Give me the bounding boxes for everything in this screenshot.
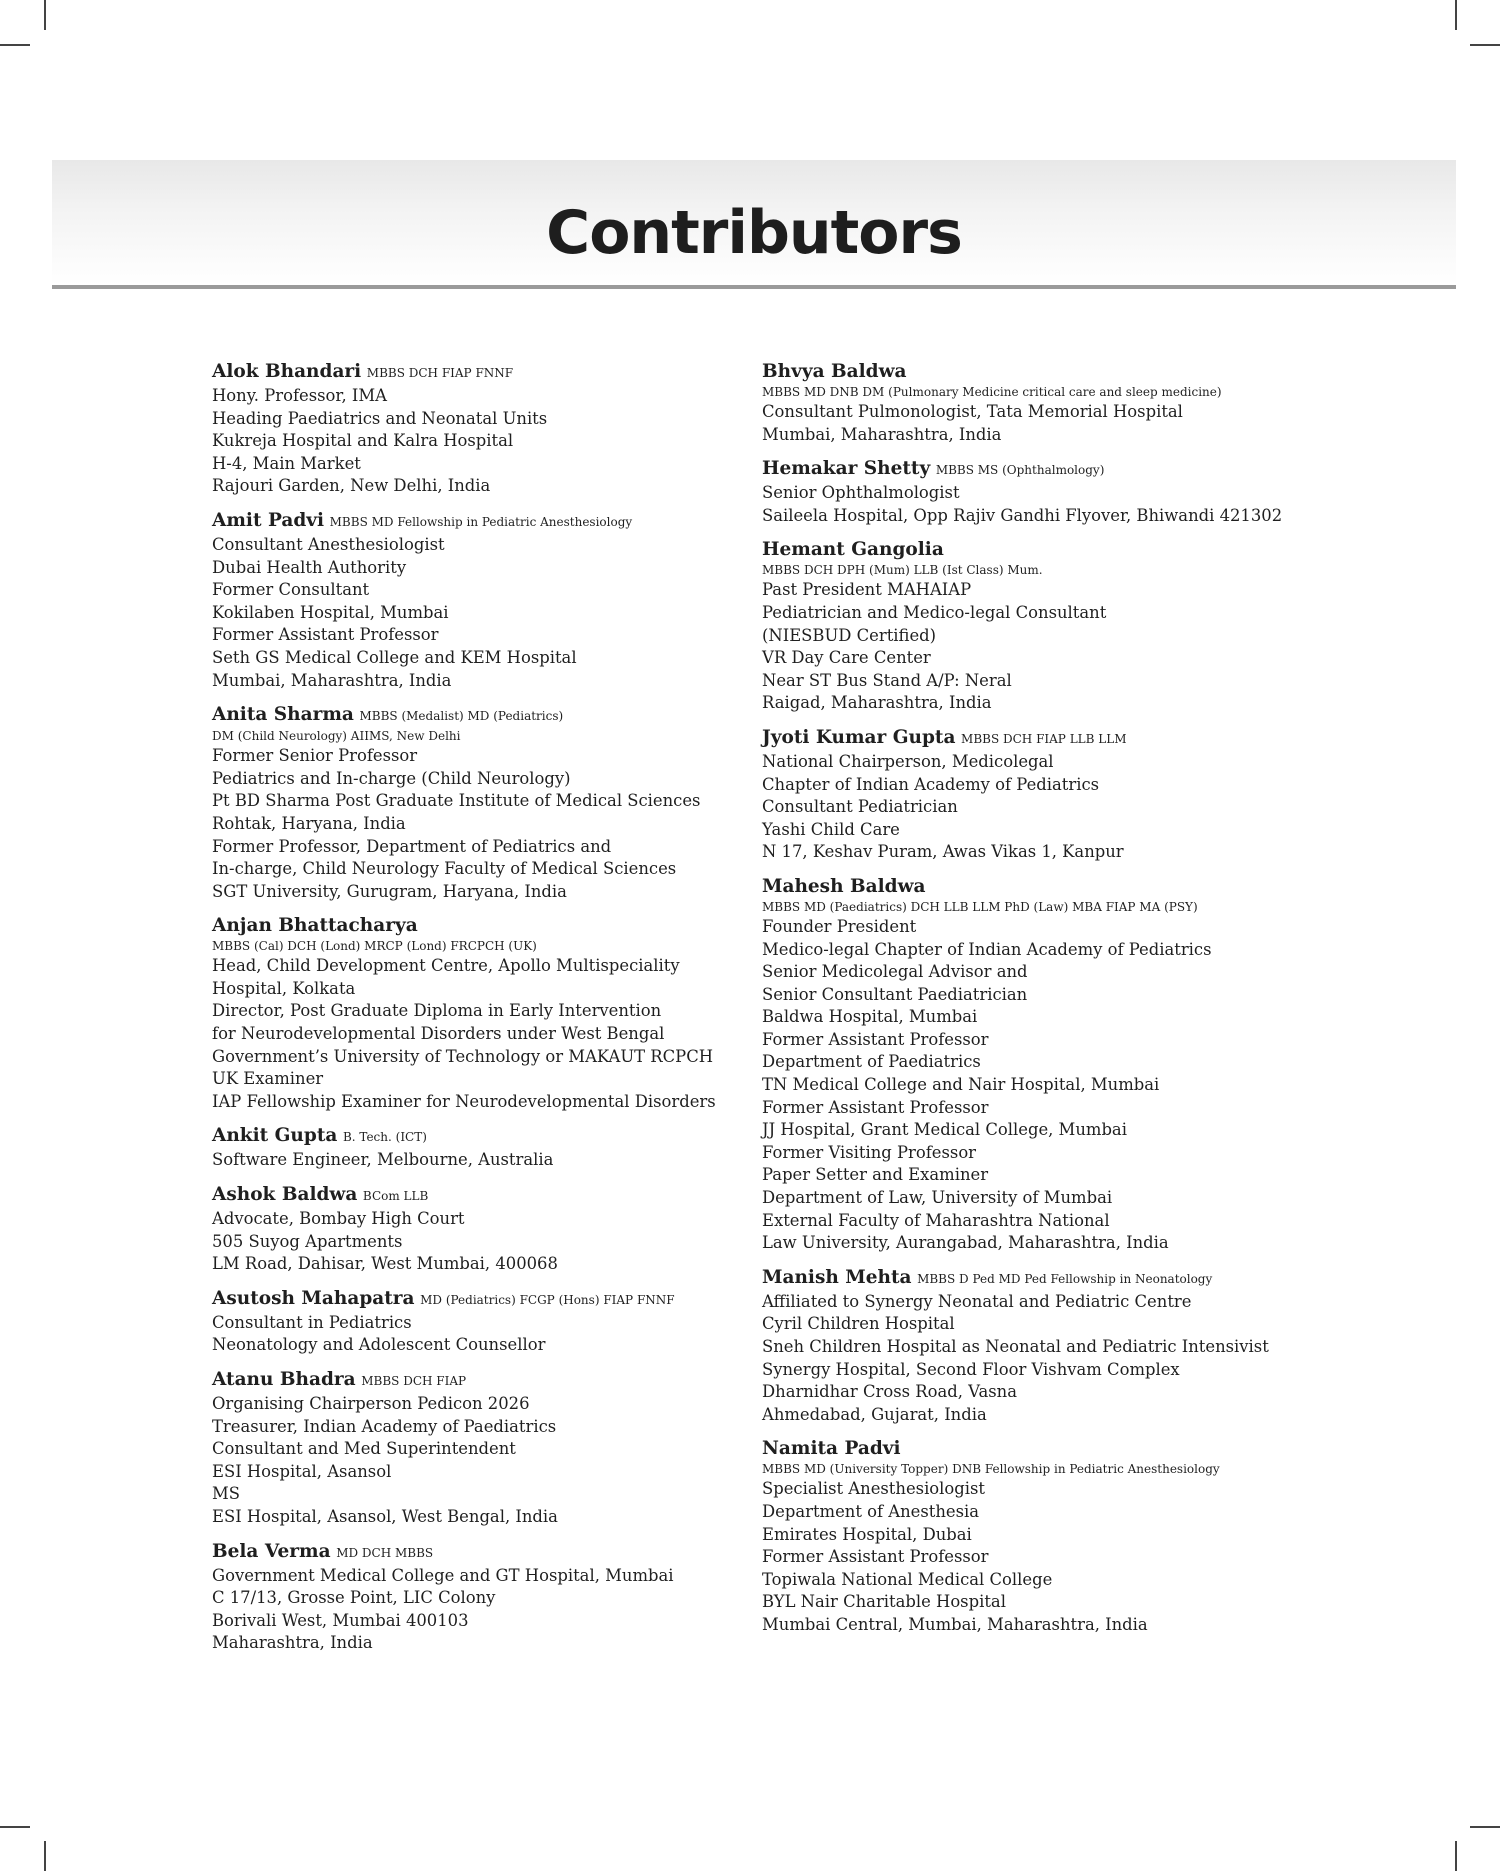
contributor-detail-line: Consultant Pulmonologist, Tata Memorial Hospital: [762, 402, 1183, 421]
contributor-entry: [762, 726, 1312, 864]
contributor-detail-line: Specialist Anesthesiologist: [762, 1479, 986, 1499]
contributor-detail-line: ESI Hospital, Asansol, West Bengal, India: [212, 1506, 558, 1526]
contributor-detail-line: TN Medical College and Nair Hospital, Mumbai: [762, 1075, 1160, 1095]
contributor-qualifications: MBBS MD DNB DM (Pulmonary Medicine critical care and sleep medicine): [762, 385, 1222, 399]
contributor-detail-line: Raigad, Maharashtra, India: [762, 693, 992, 713]
contributor-detail-line: C 17/13, Grosse Point, LIC Colony: [212, 1588, 496, 1608]
contributor-detail-line: Consultant and Med Superintendent: [212, 1439, 516, 1459]
contributor-detail-line: Senior Medicolegal Advisor and: [762, 962, 1028, 982]
contributor-name: Bhvya Baldwa: [762, 361, 907, 382]
contributor-entry: [762, 1266, 1312, 1427]
contributor-qualifications: MBBS MD (University Topper) DNB Fellowship in Pediatric Anesthesiology: [762, 1462, 1220, 1477]
contributor-qualifications: MBBS DCH FIAP: [361, 1374, 467, 1388]
contributor-entry: [212, 509, 732, 692]
contributor-detail-line: Dharnidhar Cross Road, Vasna: [762, 1382, 1017, 1402]
contributor-qualifications: MD (Pediatrics) FCGP (Hons) FIAP FNNF: [420, 1292, 675, 1307]
contributor-detail-line: LM Road, Dahisar, West Mumbai, 400068: [212, 1254, 558, 1274]
contributor-name: Bela Verma: [212, 1540, 331, 1562]
contributor-name: Asutosh Mahapatra: [212, 1287, 415, 1309]
contributor-detail-line: Former Assistant Professor: [762, 1029, 989, 1049]
contributor-detail-line: Consultant in Pediatrics: [212, 1312, 412, 1332]
contributor-detail-line: Head, Child Development Centre, Apollo Multispeciality: [212, 956, 680, 976]
crop-mark-bottom-left: [44, 1841, 46, 1871]
contributor-detail-line: JJ Hospital, Grant Medical College, Mumbai: [762, 1120, 1127, 1140]
contributor-detail-line: Pt BD Sharma Post Graduate Institute of Medical Sciences: [212, 791, 701, 811]
contributor-entry: [762, 1437, 1312, 1636]
contributor-detail-line: Mumbai, Maharashtra, India: [212, 670, 452, 690]
contributor-detail-line: Former Professor, Department of Pediatrics and: [212, 836, 612, 856]
contributor-detail-line: Former Assistant Professor: [762, 1547, 989, 1567]
contributor-detail-line: 505 Suyog Apartments: [212, 1231, 403, 1251]
page-title: Contributors: [546, 198, 962, 268]
contributor-detail-line: Near ST Bus Stand A/P: Neral: [762, 670, 1012, 690]
contributor-detail-line: Baldwa Hospital, Mumbai: [762, 1007, 978, 1027]
contributor-name: Alok Bhandari: [212, 361, 362, 382]
contributor-detail-line: SGT University, Gurugram, Haryana, India: [212, 881, 567, 901]
contributor-detail-line: Former Assistant Professor: [762, 1097, 989, 1117]
contributors-right-column: [762, 360, 1312, 1648]
contributor-detail-line: UK Examiner: [212, 1069, 324, 1089]
contributor-detail-line: Pediatrics and In-charge (Child Neurology): [212, 768, 571, 788]
contributor-name-line: [762, 360, 1312, 384]
contributor-detail-line: N 17, Keshav Puram, Awas Vikas 1, Kanpur: [762, 842, 1124, 862]
contributor-detail-line: H-4, Main Market: [212, 453, 361, 473]
contributor-detail-line: Maharashtra, India: [212, 1633, 373, 1653]
contributor-entry: [212, 1183, 732, 1276]
contributor-name-line: [212, 360, 732, 385]
contributor-name: Anjan Bhattacharya: [212, 915, 418, 937]
contributor-name-line: [212, 509, 732, 534]
contributor-detail-line: Former Consultant: [212, 580, 370, 600]
contributor-detail-line: MS: [212, 1484, 241, 1504]
contributor-detail-line: Consultant Anesthesiologist: [212, 534, 445, 554]
contributor-name: Mahesh Baldwa: [762, 875, 926, 897]
contributor-qualifications: DM (Child Neurology) AIIMS, New Delhi: [212, 729, 461, 744]
contributor-detail-line: Paper Setter and Examiner: [762, 1165, 989, 1185]
contributor-qualifications: MBBS DCH DPH (Mum) LLB (Ist Class) Mum.: [762, 563, 1043, 578]
contributor-detail-line: Borivali West, Mumbai 400103: [212, 1610, 469, 1630]
contributor-entry: [762, 360, 1312, 446]
contributor-detail-line: Cyril Children Hospital: [762, 1314, 955, 1334]
contributor-detail-line: Kokilaben Hospital, Mumbai: [212, 602, 449, 622]
contributor-detail-line: Ahmedabad, Gujarat, India: [762, 1404, 987, 1424]
contributor-detail-line: Former Visiting Professor: [762, 1142, 977, 1162]
contributor-entry: [762, 457, 1312, 527]
contributor-detail-line: Topiwala National Medical College: [762, 1569, 1053, 1589]
contributor-entry: [762, 538, 1312, 715]
contributor-entry: [212, 703, 732, 903]
contributor-name-line: [762, 726, 1312, 751]
contributor-detail-line: for Neurodevelopmental Disorders under West Bengal: [212, 1024, 665, 1044]
contributor-name-line: [212, 1540, 732, 1565]
contributor-name-line: [212, 1287, 732, 1312]
contributor-qualifications: MBBS MD (Paediatrics) DCH LLB LLM PhD (Law) MBA FIAP MA (PSY): [762, 899, 1198, 914]
contributor-detail-line: Law University, Aurangabad, Maharashtra, India: [762, 1233, 1169, 1253]
contributor-qualifications: MBBS (Medalist) MD (Pediatrics): [359, 709, 564, 724]
contributor-name-line: [212, 914, 732, 938]
contributor-detail-line: Organising Chairperson Pedicon 2026: [212, 1394, 530, 1413]
contributor-name: Atanu Bhadra: [212, 1369, 356, 1390]
contributor-detail-line: Seth GS Medical College and KEM Hospital: [212, 647, 577, 667]
title-rule: [52, 285, 1456, 289]
contributor-name: Manish Mehta: [762, 1266, 912, 1288]
contributor-detail-line: Advocate, Bombay High Court: [212, 1209, 465, 1229]
contributor-detail-line: Pediatrician and Medico-legal Consultant: [762, 602, 1107, 622]
contributor-detail-line: Department of Law, University of Mumbai: [762, 1188, 1113, 1208]
contributor-detail-line: Dubai Health Authority: [212, 557, 407, 577]
contributor-entry: [212, 914, 732, 1113]
contributor-name: Ankit Gupta: [212, 1125, 338, 1147]
contributor-detail-line: BYL Nair Charitable Hospital: [762, 1592, 1006, 1612]
contributor-detail-line: National Chairperson, Medicolegal: [762, 751, 1054, 771]
contributor-detail-line: Software Engineer, Melbourne, Australia: [212, 1150, 554, 1170]
contributor-detail-line: ESI Hospital, Asansol: [212, 1461, 392, 1481]
contributor-detail-line: Department of Paediatrics: [762, 1052, 981, 1072]
contributor-name: Anita Sharma: [212, 704, 354, 726]
contributor-entry: [762, 875, 1312, 1255]
contributor-entry: [212, 1368, 732, 1529]
contributor-detail-line: Hospital, Kolkata: [212, 978, 356, 998]
contributor-name: Jyoti Kumar Gupta: [762, 726, 956, 748]
contributor-detail-line: Saileela Hospital, Opp Rajiv Gandhi Flyover, Bhiwandi 421302: [762, 505, 1283, 525]
contributor-qualifications: MBBS MS (Ophthalmology): [935, 463, 1105, 478]
contributor-name-line: [212, 1124, 732, 1149]
contributor-detail-line: Medico-legal Chapter of Indian Academy of Pediatrics: [762, 939, 1212, 959]
contributor-name: Hemant Gangolia: [762, 539, 944, 561]
crop-mark-top-left: [44, 0, 46, 30]
contributor-detail-line: Kukreja Hospital and Kalra Hospital: [212, 431, 514, 451]
contributor-name-line: [762, 1266, 1312, 1291]
crop-mark-bottom-right: [1455, 1841, 1457, 1871]
contributor-qualifications: MBBS D Ped MD Ped Fellowship in Neonatology: [917, 1271, 1213, 1286]
contributor-qualifications: MBBS MD Fellowship in Pediatric Anesthesiology: [329, 514, 633, 529]
contributor-detail-line: Hony. Professor, IMA: [212, 386, 387, 405]
contributor-detail-line: Department of Anesthesia: [762, 1501, 980, 1521]
contributor-detail-line: Emirates Hospital, Dubai: [762, 1524, 972, 1544]
contributor-name-line: [212, 1183, 732, 1208]
contributor-entry: [212, 1540, 732, 1655]
crop-mark-top-right: [1470, 44, 1500, 46]
contributor-detail-line: Yashi Child Care: [762, 819, 900, 839]
contributor-detail-line: Rajouri Garden, New Delhi, India: [212, 476, 491, 496]
crop-mark-bottom-left: [0, 1826, 30, 1828]
contributor-detail-line: Consultant Pediatrician: [762, 797, 958, 817]
contributor-detail-line: Former Senior Professor: [212, 746, 418, 766]
contributor-entry: [212, 1287, 732, 1357]
contributor-detail-line: Mumbai Central, Mumbai, Maharashtra, India: [762, 1614, 1148, 1634]
contributor-detail-line: Chapter of Indian Academy of Pediatrics: [762, 774, 1100, 794]
contributors-left-column: [212, 360, 732, 1666]
contributor-qualifications: B. Tech. (ICT): [342, 1130, 427, 1145]
contributor-detail-line: Mumbai, Maharashtra, India: [762, 424, 1002, 444]
contributor-detail-line: Neonatology and Adolescent Counsellor: [212, 1335, 546, 1355]
contributor-detail-line: Treasurer, Indian Academy of Paediatrics: [212, 1416, 557, 1436]
contributor-name: Amit Padvi: [212, 509, 325, 531]
contributor-entry: [212, 360, 732, 498]
crop-mark-bottom-right: [1470, 1826, 1500, 1828]
contributor-detail-line: Rohtak, Haryana, India: [212, 813, 406, 833]
contributor-detail-line: Government Medical College and GT Hospital, Mumbai: [212, 1565, 674, 1585]
contributor-detail-line: Sneh Children Hospital as Neonatal and Pediatric Intensivist: [762, 1337, 1269, 1356]
contributor-detail-line: (NIESBUD Certified): [762, 625, 937, 645]
contributor-detail-line: Government’s University of Technology or MAKAUT RCPCH: [212, 1046, 714, 1066]
contributor-detail-line: Founder President: [762, 916, 917, 936]
contributor-detail-line: Synergy Hospital, Second Floor Vishvam Complex: [762, 1359, 1180, 1379]
contributor-name-line: [762, 457, 1312, 482]
contributor-name: Ashok Baldwa: [212, 1184, 358, 1206]
contributor-qualifications: MBBS (Cal) DCH (Lond) MRCP (Lond) FRCPCH (UK): [212, 939, 537, 954]
contributor-detail-line: IAP Fellowship Examiner for Neurodevelopmental Disorders: [212, 1091, 716, 1111]
contributor-name: Hemakar Shetty: [762, 458, 931, 480]
contributor-detail-line: Former Assistant Professor: [212, 625, 439, 645]
contributor-detail-line: Past President MAHAIAP: [762, 580, 972, 600]
crop-mark-top-right: [1455, 0, 1457, 30]
contributor-name-line: [212, 1368, 732, 1393]
contributor-detail-line: VR Day Care Center: [762, 648, 931, 668]
contributor-name-line: [762, 875, 1312, 899]
contributor-name-line: [762, 1437, 1312, 1461]
contributor-name-line: [762, 538, 1312, 562]
contributor-qualifications: MBBS DCH FIAP LLB LLM: [961, 731, 1127, 746]
contributor-qualifications: BCom LLB: [362, 1189, 429, 1204]
contributor-entry: [212, 1124, 732, 1172]
contributor-detail-line: Affiliated to Synergy Neonatal and Pediatric Centre: [762, 1291, 1192, 1311]
contributor-name: Namita Padvi: [762, 1438, 901, 1460]
contributor-name-line: [212, 703, 732, 728]
contributor-detail-line: Heading Paediatrics and Neonatal Units: [212, 408, 548, 428]
contributor-detail-line: In-charge, Child Neurology Faculty of Medical Sciences: [212, 859, 677, 879]
contributor-detail-line: Senior Ophthalmologist: [762, 483, 960, 503]
crop-mark-top-left: [0, 44, 30, 46]
contributor-detail-line: External Faculty of Maharashtra National: [762, 1210, 1110, 1230]
contributor-detail-line: Director, Post Graduate Diploma in Early Intervention: [212, 1001, 662, 1021]
contributor-qualifications: MBBS DCH FIAP FNNF: [366, 366, 514, 380]
contributor-detail-line: Senior Consultant Paediatrician: [762, 984, 1028, 1004]
contributor-qualifications: MD DCH MBBS: [336, 1545, 434, 1560]
